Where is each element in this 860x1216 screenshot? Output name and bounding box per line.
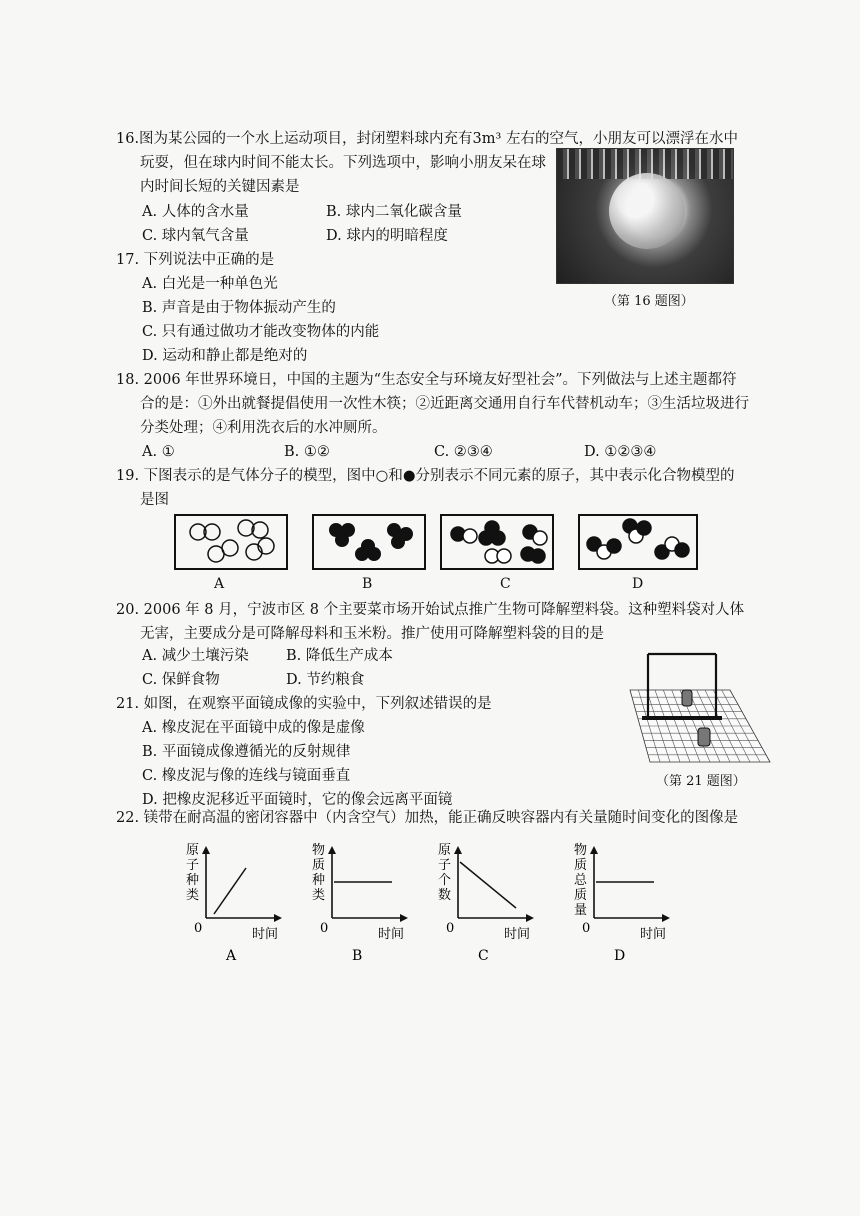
q16-line1: 16.图为某公园的一个水上运动项目，封闭塑料球内充有3m³ 左右的空气，小朋友可以漂浮在水中 bbox=[116, 131, 738, 147]
q18-line1: 18. 2006 年世界环境日，中国的主题为“生态安全与环境友好型社会”。下列做法与上述主题都符 bbox=[116, 372, 737, 388]
graph-label: C bbox=[478, 948, 489, 964]
graph-ylabel-char: 类 bbox=[186, 888, 200, 903]
molecule-a-drawing bbox=[176, 516, 286, 568]
q16-option-a: A. 人体的含水量 bbox=[142, 204, 249, 220]
graph-ylabel-char: 物 bbox=[574, 843, 588, 858]
graph-ylabel-char: 类 bbox=[312, 888, 326, 903]
graph-ylabel-char: 子 bbox=[186, 858, 200, 873]
graph-ylabel-char: 个 bbox=[438, 873, 452, 888]
molecule-box-b bbox=[312, 514, 426, 570]
q16-line2: 玩耍，但在球内时间不能太长。下列选项中，影响小朋友呆在球 bbox=[140, 155, 546, 171]
q16-option-c: C. 球内氧气含量 bbox=[142, 228, 249, 244]
graph-ylabel-char: 总 bbox=[574, 873, 588, 888]
q18-line3: 分类处理；④利用洗衣后的水冲厕所。 bbox=[140, 420, 387, 436]
q18-option-b: B. ①② bbox=[284, 444, 330, 460]
q17-stem: 17. 下列说法中正确的是 bbox=[116, 252, 275, 268]
graph-origin: 0 bbox=[582, 921, 591, 936]
graph-ylabel-char: 原 bbox=[438, 843, 452, 858]
mirror-experiment-diagram bbox=[620, 650, 770, 765]
q17-option-c: C. 只有通过做功才能改变物体的内能 bbox=[142, 324, 380, 340]
q20-option-b: B. 降低生产成本 bbox=[286, 648, 393, 664]
graph-ylabel-char: 物 bbox=[312, 843, 326, 858]
q20-option-d: D. 节约粮食 bbox=[286, 672, 365, 688]
molecule-label-c: C bbox=[500, 576, 511, 592]
graph-line bbox=[214, 868, 246, 914]
graph-x-arrow bbox=[274, 914, 282, 922]
graph-a bbox=[186, 843, 282, 964]
q21-stem: 21. 如图，在观察平面镜成像的实验中，下列叙述错误的是 bbox=[116, 696, 492, 712]
q17-option-b: B. 声音是由于物体振动产生的 bbox=[142, 300, 336, 316]
graph-y-arrow bbox=[202, 846, 210, 854]
q19-line2: 是图 bbox=[140, 492, 169, 508]
graph-origin: 0 bbox=[320, 921, 329, 936]
molecule-box-a bbox=[174, 514, 288, 570]
molecule-label-d: D bbox=[632, 576, 644, 592]
graph-ylabel-char: 种 bbox=[312, 873, 326, 888]
q18-line2: 合的是：①外出就餐提倡使用一次性木筷；②近距离交通用自行车代替机动车；③生活垃圾进行 bbox=[140, 396, 749, 412]
graph-x-arrow bbox=[662, 914, 670, 922]
graph-b bbox=[312, 842, 408, 964]
q16-photo bbox=[556, 148, 734, 284]
graph-ylabel-char: 质 bbox=[574, 858, 588, 873]
molecule-b-drawing bbox=[314, 516, 424, 568]
q16-line3: 内时间长短的关键因素是 bbox=[140, 179, 300, 195]
q22-graphs-svg bbox=[176, 843, 736, 966]
graph-ylabel-char: 数 bbox=[438, 888, 452, 903]
molecule-c-drawing bbox=[442, 516, 552, 568]
graph-origin: 0 bbox=[194, 921, 203, 936]
q21-option-d: D. 把橡皮泥移近平面镜时，它的像会远离平面镜 bbox=[142, 792, 453, 808]
graph-y-arrow bbox=[590, 846, 598, 854]
q20-line1: 20. 2006 年 8 月，宁波市区 8 个主要菜市场开始试点推广生物可降解塑料袋。这种塑料袋对人体 bbox=[116, 602, 745, 618]
q18-option-c: C. ②③④ bbox=[434, 444, 493, 460]
q18-option-a: A. ① bbox=[142, 444, 175, 460]
graph-ylabel-char: 子 bbox=[438, 858, 452, 873]
q21-option-c: C. 橡皮泥与像的连线与镜面垂直 bbox=[142, 768, 351, 784]
graph-label: B bbox=[352, 948, 363, 964]
q18-option-d: D. ①②③④ bbox=[584, 444, 657, 460]
q22-graphs bbox=[176, 843, 736, 966]
q21-caption: （第 21 题图） bbox=[656, 774, 746, 789]
molecule-label-b: B bbox=[362, 576, 373, 592]
q16-photo-ball bbox=[609, 173, 685, 249]
molecule-d-drawing bbox=[580, 516, 696, 568]
q22-stem: 22. 镁带在耐高温的密闭容器中（内含空气）加热，能正确反映容器内有关量随时间变化的图像是 bbox=[116, 810, 739, 826]
q17-option-d: D. 运动和静止都是绝对的 bbox=[142, 348, 308, 364]
q19-line1: 19. 下图表示的是气体分子的模型，图中○和●分别表示不同元素的原子，其中表示化合物模型的 bbox=[116, 468, 735, 484]
molecule-box-c bbox=[440, 514, 554, 570]
graph-ylabel-char: 种 bbox=[186, 873, 200, 888]
graph-xlabel: 时间 bbox=[252, 927, 279, 942]
graph-xlabel: 时间 bbox=[640, 927, 667, 942]
graph-x-arrow bbox=[400, 914, 408, 922]
graph-line bbox=[460, 862, 516, 908]
graph-ylabel-char: 量 bbox=[574, 903, 588, 918]
graph-label: D bbox=[614, 948, 626, 964]
q16-option-b: B. 球内二氧化碳含量 bbox=[326, 204, 462, 220]
q20-option-a: A. 减少土壤污染 bbox=[142, 648, 249, 664]
graph-x-arrow bbox=[526, 914, 534, 922]
q20-option-c: C. 保鲜食物 bbox=[142, 672, 220, 688]
graph-d bbox=[574, 842, 670, 964]
molecule-box-d bbox=[578, 514, 698, 570]
q16-caption: （第 16 题图） bbox=[604, 294, 694, 309]
graph-y-arrow bbox=[328, 846, 336, 854]
graph-ylabel-char: 质 bbox=[312, 858, 326, 873]
graph-y-arrow bbox=[454, 846, 462, 854]
graph-c bbox=[438, 843, 534, 964]
q21-option-b: B. 平面镜成像遵循光的反射规律 bbox=[142, 744, 351, 760]
q20-line2: 无害，主要成分是可降解母料和玉米粉。推广使用可降解塑料袋的目的是 bbox=[140, 626, 604, 642]
graph-ylabel-char: 原 bbox=[186, 843, 200, 858]
q21-option-a: A. 橡皮泥在平面镜中成的像是虚像 bbox=[142, 720, 365, 736]
graph-xlabel: 时间 bbox=[504, 927, 531, 942]
graph-xlabel: 时间 bbox=[378, 927, 405, 942]
graph-ylabel-char: 质 bbox=[574, 888, 588, 903]
molecule-label-a: A bbox=[214, 576, 225, 592]
graph-origin: 0 bbox=[446, 921, 455, 936]
q17-option-a: A. 白光是一种单色光 bbox=[142, 276, 278, 292]
graph-label: A bbox=[226, 948, 237, 964]
q16-option-d: D. 球内的明暗程度 bbox=[326, 228, 448, 244]
